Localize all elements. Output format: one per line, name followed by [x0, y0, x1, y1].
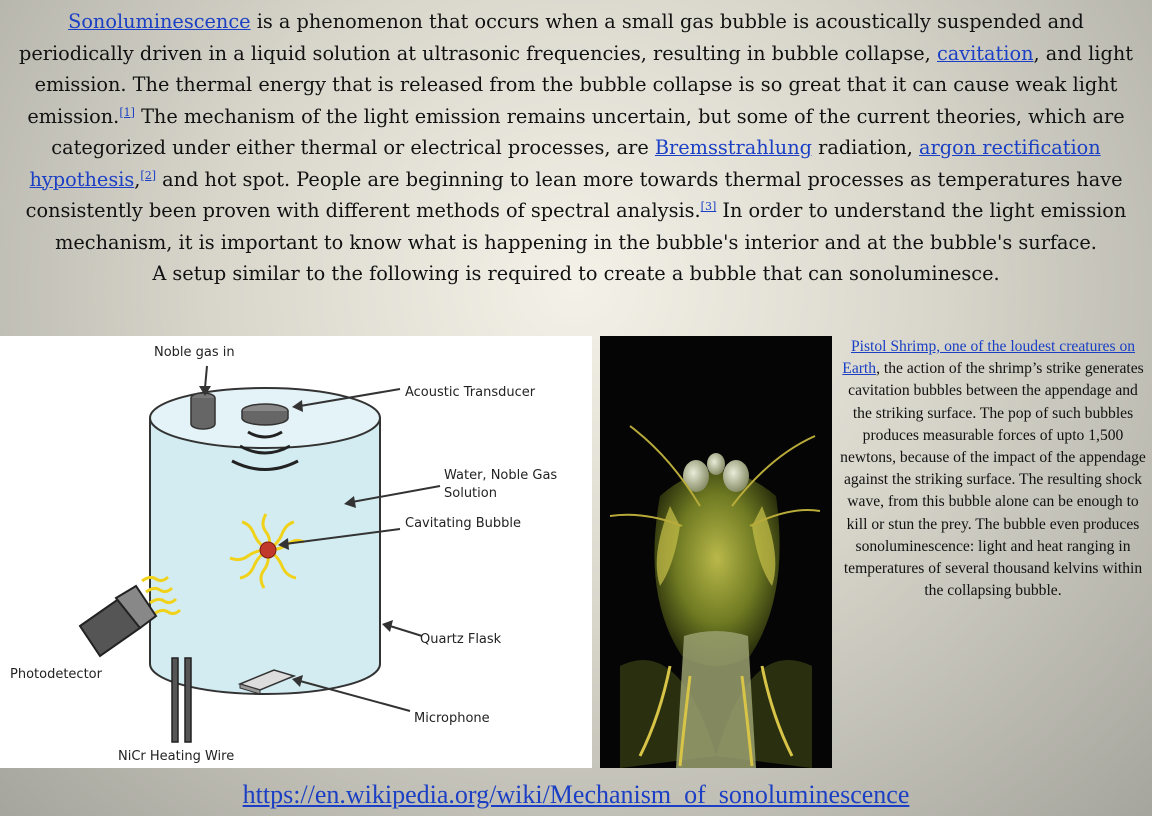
intro-text-1: is a phenomenon that occurs when a small gas bubble is acoustically suspended and periodically driven in a liquid solution at ultrasonic frequencies, resulting in bubble collapse, [19, 10, 1084, 65]
source-link-container [0, 778, 1152, 812]
intro-text-3: The mechanism of the light emission remains uncertain, but some of the current theories, which are categorized under either thermal or electrical processes, are [51, 104, 1125, 159]
shrimp-caption [840, 336, 1146, 602]
caption-text: , the action of the shrimp’s strike generates cavitation bubbles between the appendage and the striking surface. The pop of such bubbles produces measurable forces of upto 1,500 newtons, because of the impact of the appendage against the striking surface. The resulting shock wave, from this bubble alone can be enough to kill or stun the prey. The bubble even produces sonoluminescence: light and heat ranging in temperatures of several thousand kelvins within the collapsing bubble. [840, 360, 1146, 600]
label-water-1: Water, Noble Gas [444, 468, 558, 483]
ref-3[interactable]: [3] [700, 200, 717, 213]
intro-comma: , [134, 167, 141, 191]
shrimp-illustration [600, 336, 832, 768]
setup-sentence: A setup similar to the following is required to create a bubble that can sonoluminesce. [152, 262, 1000, 285]
source-url-link[interactable]: https://en.wikipedia.org/wiki/Mechanism_of_sonoluminescence [242, 780, 910, 809]
label-noble-gas: Noble gas in [154, 345, 235, 360]
label-acoustic-transducer: Acoustic Transducer [405, 385, 536, 400]
intro-paragraph [12, 6, 1140, 290]
intro-text-5: and hot spot. People are beginning to lean more towards thermal processes as temperatures have consistently been proven with different methods of spectral analysis. [25, 167, 1123, 222]
link-argon-rectification[interactable]: argon rectification hypothesis [29, 136, 1101, 191]
link-pistol-shrimp[interactable]: Pistol Shrimp, one of the loudest creatures on Earth [842, 338, 1136, 378]
link-sonoluminescence[interactable]: Sonoluminescence [68, 10, 251, 33]
heating-wire-icon [172, 658, 178, 742]
label-microphone: Microphone [414, 711, 490, 726]
link-cavitation[interactable]: cavitation [936, 41, 1034, 65]
label-cavitating-bubble: Cavitating Bubble [405, 516, 522, 531]
ref-1[interactable]: [1] [119, 105, 135, 119]
noble-gas-inlet-icon [191, 398, 215, 429]
mantis-shrimp-photo [600, 336, 832, 768]
label-photodetector: Photodetector [10, 667, 102, 682]
setup-diagram-svg [0, 336, 592, 768]
link-bremsstrahlung[interactable]: Bremsstrahlung [654, 136, 812, 159]
label-quartz-flask: Quartz Flask [420, 632, 502, 647]
ref-2[interactable]: [2] [140, 168, 157, 182]
label-water-2: Solution [444, 486, 497, 501]
intro-text-6: In order to understand the light emission mechanism, it is important to know what is happening in the bubble's interior and at the bubble's surface. [55, 199, 1127, 254]
sonoluminescence-setup-diagram [0, 336, 592, 768]
intro-text-2: , and light emission. The thermal energy that is released from the bubble collapse is so great that it can cause weak light emission. [27, 41, 1133, 128]
label-heating-wire: NiCr Heating Wire [118, 749, 235, 764]
intro-text-4: radiation, [818, 136, 913, 159]
